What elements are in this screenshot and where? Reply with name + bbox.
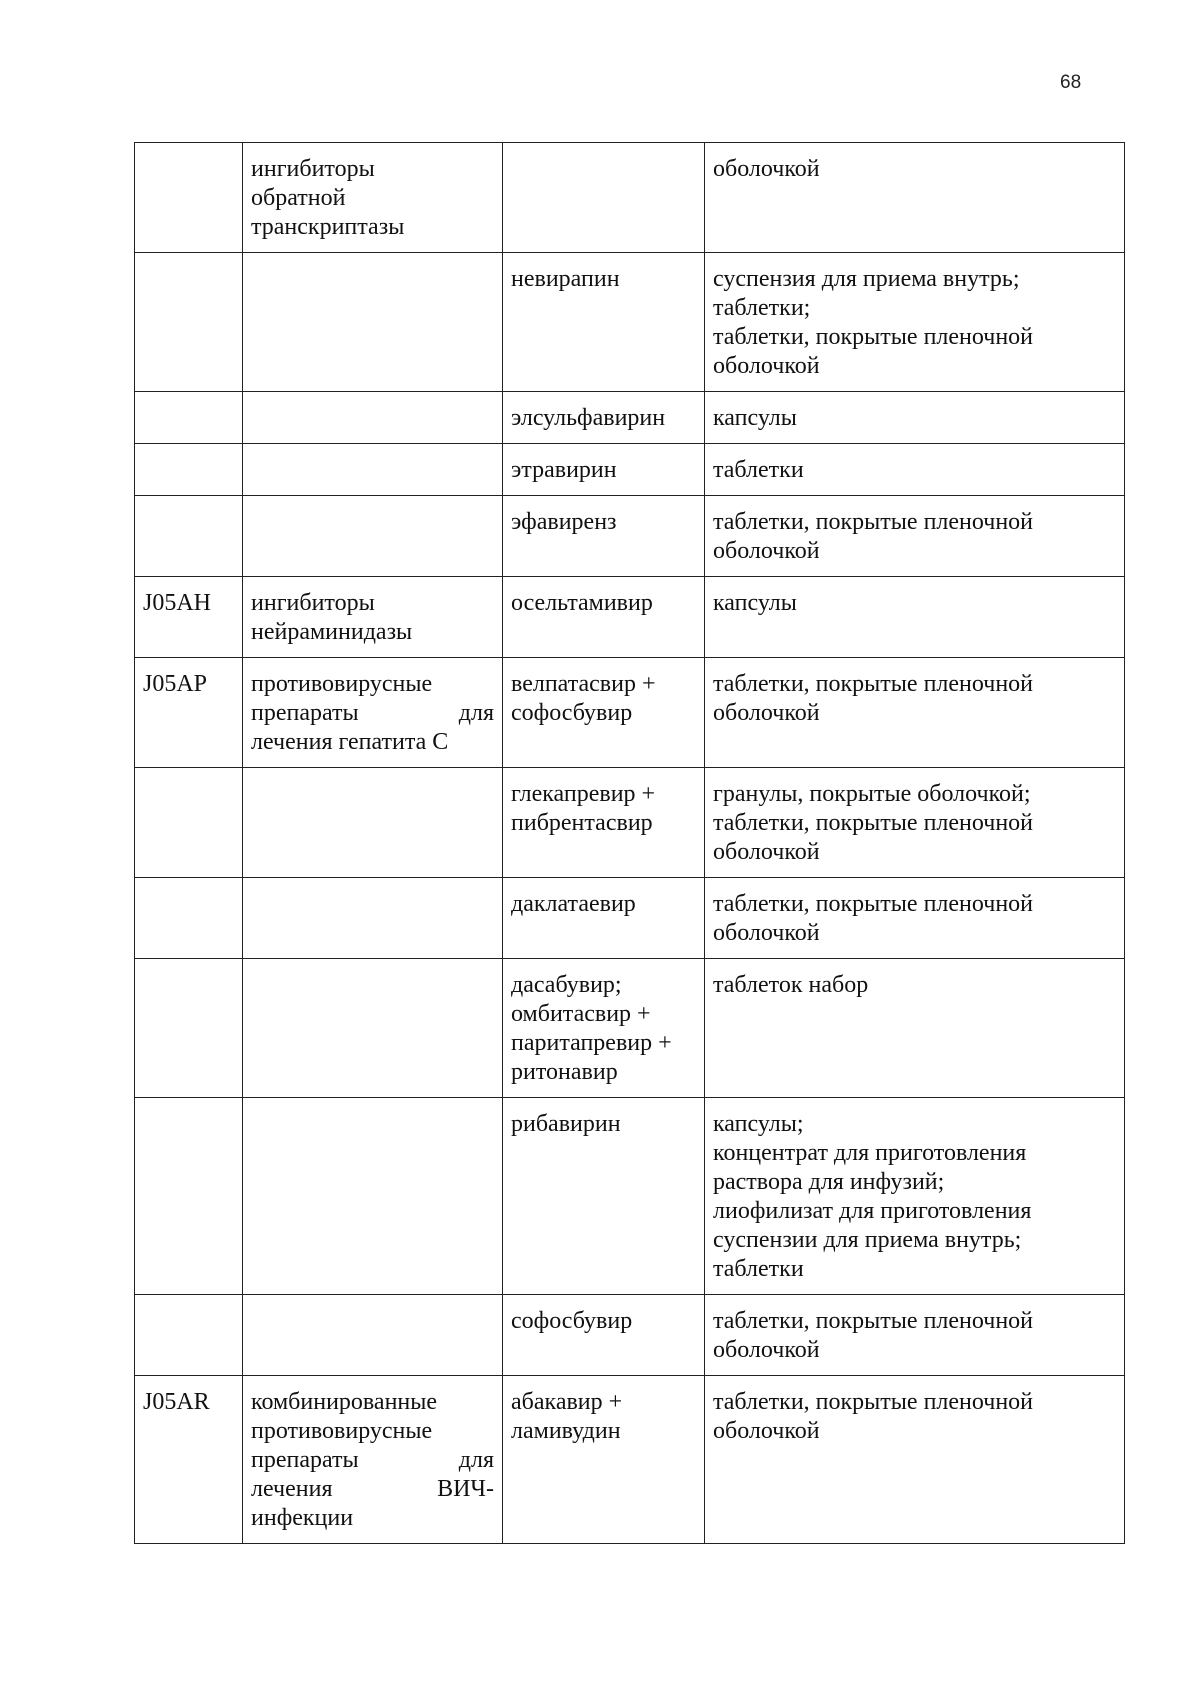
drug-name-line: велпатасвир + bbox=[511, 671, 656, 697]
drug-name-line: элсульфавирин bbox=[511, 405, 666, 431]
drug-name-line: софосбувир bbox=[511, 700, 633, 726]
pharmacological-group-cell bbox=[243, 1376, 503, 1544]
drug-name-cell bbox=[503, 768, 705, 878]
drug-name-line: дасабувир; bbox=[511, 972, 622, 998]
dosage-form-cell bbox=[705, 253, 1125, 392]
dosage-form-line: оболочкой bbox=[713, 700, 820, 726]
dosage-form-line: лиофилизат для приготовления bbox=[713, 1198, 1032, 1224]
dosage-form-line: таблетки bbox=[713, 457, 804, 483]
table-row bbox=[135, 1098, 1125, 1295]
dosage-form-cell bbox=[705, 768, 1125, 878]
drug-name-cell bbox=[503, 143, 705, 253]
table-row bbox=[135, 1295, 1125, 1376]
dosage-form-line: оболочкой bbox=[713, 1337, 820, 1363]
drug-name-cell bbox=[503, 496, 705, 577]
group-line: нейраминидазы bbox=[251, 619, 413, 645]
drug-name-line: глекапревир + bbox=[511, 781, 656, 807]
drug-name-line: даклатаевир bbox=[511, 891, 636, 917]
pharmacological-group-cell bbox=[243, 878, 503, 959]
drug-name-line: ритонавир bbox=[511, 1059, 618, 1085]
drug-name-line: ламивудин bbox=[511, 1418, 621, 1444]
dosage-form-cell bbox=[705, 959, 1125, 1098]
atc-code: J05AR bbox=[143, 1389, 210, 1415]
table-row bbox=[135, 392, 1125, 444]
atc-code-cell bbox=[135, 577, 243, 658]
drug-name-cell bbox=[503, 444, 705, 496]
dosage-form-cell bbox=[705, 878, 1125, 959]
dosage-form-line: таблетки, покрытые пленочной bbox=[713, 810, 1034, 836]
group-line bbox=[251, 699, 494, 728]
dosage-form-line: раствора для инфузий; bbox=[713, 1169, 945, 1195]
dosage-form-line: капсулы bbox=[713, 405, 797, 431]
group-line: транскриптазы bbox=[251, 214, 405, 240]
atc-code-cell bbox=[135, 1098, 243, 1295]
dosage-form-line: суспензия для приема внутрь; bbox=[713, 266, 1020, 292]
drug-name-cell bbox=[503, 392, 705, 444]
word: для bbox=[458, 1447, 494, 1473]
dosage-form-line: таблетки, покрытые пленочной bbox=[713, 671, 1034, 697]
drug-name-line: паритапревир + bbox=[511, 1030, 672, 1056]
table-row bbox=[135, 878, 1125, 959]
word: для bbox=[458, 700, 494, 726]
table-row bbox=[135, 658, 1125, 768]
pharmacological-group-cell bbox=[243, 253, 503, 392]
drug-name-line: софосбувир bbox=[511, 1308, 633, 1334]
dosage-form-line: таблетки, покрытые пленочной bbox=[713, 1389, 1034, 1415]
dosage-form-cell bbox=[705, 496, 1125, 577]
atc-code-cell bbox=[135, 392, 243, 444]
drug-name-line: эфавиренз bbox=[511, 509, 617, 535]
pharmacological-group-cell bbox=[243, 1295, 503, 1376]
drug-name-line: невирапин bbox=[511, 266, 620, 292]
dosage-form-line: капсулы; bbox=[713, 1111, 804, 1137]
pharmacological-group-cell bbox=[243, 658, 503, 768]
dosage-form-cell bbox=[705, 143, 1125, 253]
dosage-form-cell bbox=[705, 1098, 1125, 1295]
table-body bbox=[135, 143, 1125, 1544]
dosage-form-line: оболочкой bbox=[713, 1418, 820, 1444]
drug-name-line: омбитасвир + bbox=[511, 1001, 651, 1027]
pharmacological-group-cell bbox=[243, 577, 503, 658]
word: препараты bbox=[251, 700, 359, 726]
drug-name-cell bbox=[503, 658, 705, 768]
word: лечения bbox=[251, 1476, 333, 1502]
atc-code-cell bbox=[135, 959, 243, 1098]
atc-code-cell bbox=[135, 1376, 243, 1544]
drug-name-line: абакавир + bbox=[511, 1389, 623, 1415]
drug-name-line: рибавирин bbox=[511, 1111, 621, 1137]
table-row bbox=[135, 444, 1125, 496]
atc-code-cell bbox=[135, 444, 243, 496]
atc-code: J05AH bbox=[143, 590, 212, 616]
group-line bbox=[251, 1475, 494, 1504]
dosage-form-line: таблетки, покрытые пленочной bbox=[713, 509, 1034, 535]
atc-code-cell bbox=[135, 658, 243, 768]
atc-code-cell bbox=[135, 143, 243, 253]
pharmacological-group-cell bbox=[243, 1098, 503, 1295]
group-line: противовирусные bbox=[251, 1418, 433, 1444]
dosage-form-cell bbox=[705, 392, 1125, 444]
pharmacological-group-cell bbox=[243, 143, 503, 253]
dosage-form-cell bbox=[705, 1376, 1125, 1544]
drug-name-line: этравирин bbox=[511, 457, 617, 483]
group-line: лечения гепатита С bbox=[251, 729, 449, 755]
dosage-form-line: таблетки bbox=[713, 1256, 804, 1282]
pharmacological-group-cell bbox=[243, 496, 503, 577]
drug-name-line: пибрентасвир bbox=[511, 810, 653, 836]
group-line: инфекции bbox=[251, 1505, 354, 1531]
group-line: ингибиторы bbox=[251, 156, 375, 182]
dosage-form-line: таблеток набор bbox=[713, 972, 869, 998]
table-row bbox=[135, 1376, 1125, 1544]
pharmacological-group-cell bbox=[243, 444, 503, 496]
table-row bbox=[135, 577, 1125, 658]
atc-code-cell bbox=[135, 878, 243, 959]
table-row bbox=[135, 496, 1125, 577]
atc-code: J05AP bbox=[143, 671, 208, 697]
group-line bbox=[251, 1446, 494, 1475]
drug-name-cell bbox=[503, 253, 705, 392]
atc-code-cell bbox=[135, 253, 243, 392]
drug-name-cell bbox=[503, 1098, 705, 1295]
dosage-form-line: таблетки, покрытые пленочной bbox=[713, 1308, 1034, 1334]
pharmacological-group-cell bbox=[243, 959, 503, 1098]
pharmacological-group-cell bbox=[243, 768, 503, 878]
table-row bbox=[135, 959, 1125, 1098]
dosage-form-line: оболочкой bbox=[713, 156, 820, 182]
dosage-form-line: оболочкой bbox=[713, 920, 820, 946]
dosage-form-line: оболочкой bbox=[713, 538, 820, 564]
group-line: комбинированные bbox=[251, 1389, 438, 1415]
dosage-form-cell bbox=[705, 1295, 1125, 1376]
drug-name-line: осельтамивир bbox=[511, 590, 653, 616]
dosage-form-cell bbox=[705, 577, 1125, 658]
dosage-form-line: таблетки, покрытые пленочной bbox=[713, 324, 1034, 350]
group-line: противовирусные bbox=[251, 671, 433, 697]
table-row bbox=[135, 253, 1125, 392]
word: ВИЧ- bbox=[437, 1476, 494, 1502]
dosage-form-line: таблетки; bbox=[713, 295, 811, 321]
dosage-form-line: капсулы bbox=[713, 590, 797, 616]
pharmacological-group-cell bbox=[243, 392, 503, 444]
drug-table bbox=[134, 142, 1125, 1544]
drug-name-cell bbox=[503, 1295, 705, 1376]
drug-name-cell bbox=[503, 959, 705, 1098]
word: препараты bbox=[251, 1447, 359, 1473]
table-row bbox=[135, 768, 1125, 878]
page-number: 68 bbox=[1060, 72, 1082, 93]
dosage-form-line: гранулы, покрытые оболочкой; bbox=[713, 781, 1031, 807]
atc-code-cell bbox=[135, 768, 243, 878]
dosage-form-cell bbox=[705, 658, 1125, 768]
dosage-form-line: таблетки, покрытые пленочной bbox=[713, 891, 1034, 917]
drug-name-cell bbox=[503, 878, 705, 959]
group-line: ингибиторы bbox=[251, 590, 375, 616]
drug-name-cell bbox=[503, 1376, 705, 1544]
atc-code-cell bbox=[135, 496, 243, 577]
atc-code-cell bbox=[135, 1295, 243, 1376]
table-row bbox=[135, 143, 1125, 253]
dosage-form-cell bbox=[705, 444, 1125, 496]
dosage-form-line: оболочкой bbox=[713, 839, 820, 865]
drug-name-cell bbox=[503, 577, 705, 658]
dosage-form-line: суспензии для приема внутрь; bbox=[713, 1227, 1022, 1253]
dosage-form-line: концентрат для приготовления bbox=[713, 1140, 1027, 1166]
dosage-form-line: оболочкой bbox=[713, 353, 820, 379]
group-line: обратной bbox=[251, 185, 346, 211]
